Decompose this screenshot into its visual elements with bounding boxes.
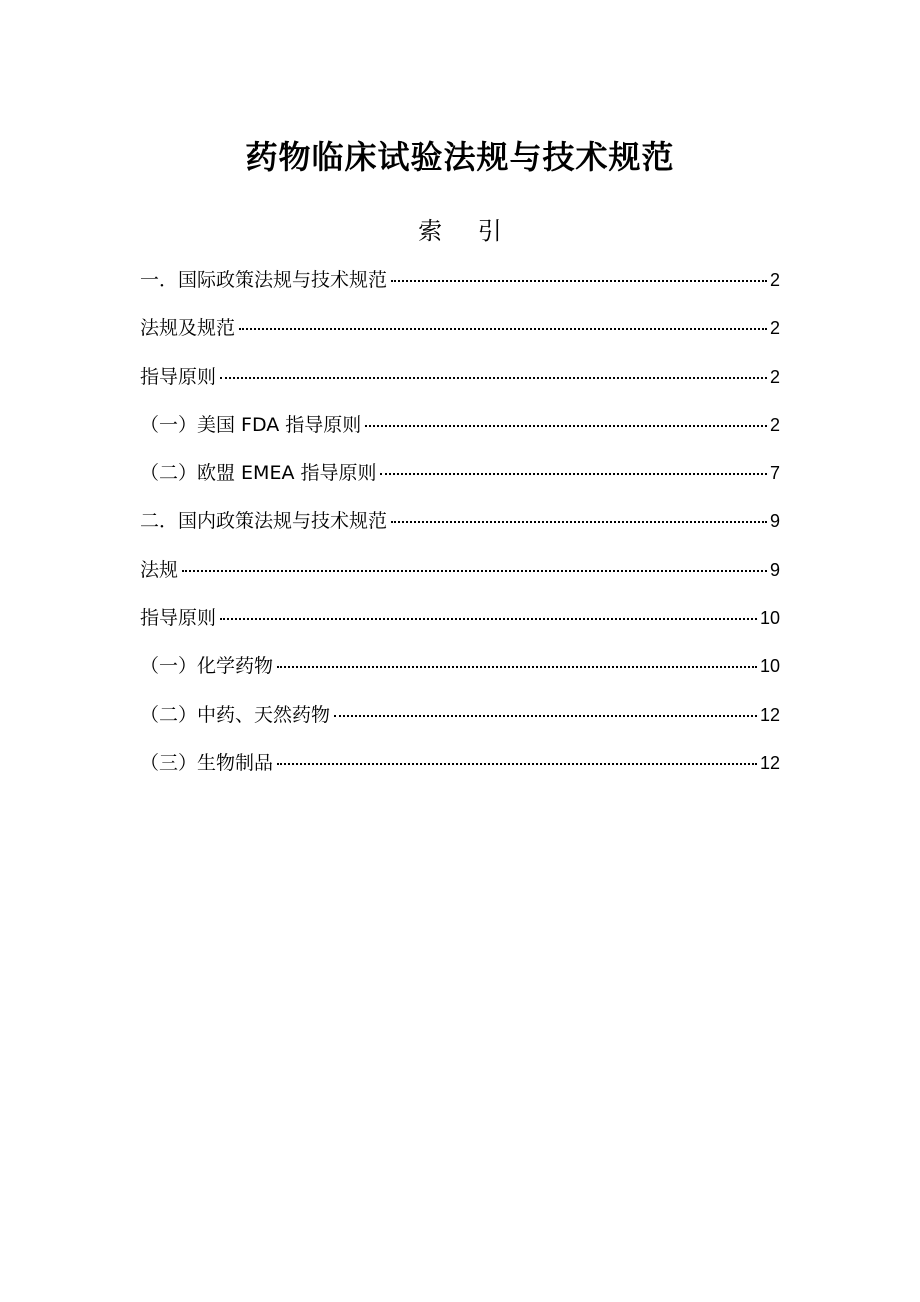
toc-dot-leader: [182, 570, 767, 572]
toc-entry-chemical-drugs[interactable]: [140, 648, 780, 696]
toc-entry-eu-emea-guidelines[interactable]: [140, 455, 780, 503]
toc-entry-us-fda-guidelines[interactable]: [140, 407, 780, 455]
toc-entry-label: 二．国内政策法规与技术规范: [140, 510, 388, 533]
toc-dot-leader: [391, 521, 767, 523]
toc-dot-leader: [334, 715, 757, 717]
toc-entry-page: 10: [759, 656, 780, 677]
toc-entry-page: 10: [759, 608, 780, 629]
toc-dot-leader: [277, 666, 757, 668]
toc-entry-label: 法规及规范: [140, 317, 236, 340]
toc-entry-label: （二）欧盟 EMEA 指导原则: [140, 462, 377, 485]
toc-entry-guidelines-international[interactable]: [140, 359, 780, 407]
toc-entry-page: 9: [769, 511, 780, 532]
toc-entry-page: 12: [759, 704, 780, 725]
toc-entry-label: 指导原则: [140, 607, 217, 630]
toc-dot-leader: [239, 328, 767, 330]
toc-entry-guidelines-domestic[interactable]: [140, 600, 780, 648]
toc-entry-domestic-policy[interactable]: [140, 503, 780, 551]
toc-entry-regulations-and-norms[interactable]: [140, 310, 780, 358]
toc-dot-leader: [220, 618, 757, 620]
toc-entry-label: （三）生物制品: [140, 751, 274, 774]
toc-entry-page: 12: [759, 752, 780, 773]
toc-entry-regulations[interactable]: [140, 552, 780, 600]
toc-dot-leader: [220, 377, 767, 379]
toc-entry-label: 指导原则: [140, 365, 217, 388]
toc-entry-page: 2: [769, 318, 780, 339]
toc-entry-page: 2: [769, 366, 780, 387]
document-title: 药物临床试验法规与技术规范: [245, 138, 675, 177]
toc-entry-tcm-natural-drugs[interactable]: [140, 697, 780, 745]
toc-entry-page: 2: [769, 270, 780, 290]
toc-entry-label: （一）美国 FDA 指导原则: [140, 413, 362, 436]
toc-heading: 索 引: [418, 217, 516, 245]
toc-dot-leader: [380, 473, 767, 475]
toc-entry-label: 法规: [140, 558, 179, 581]
toc-entry-page: 9: [769, 559, 780, 580]
toc-dot-leader: [277, 763, 757, 765]
toc-entry-label: （二）中药、天然药物: [140, 703, 331, 726]
toc-entry-international-policy[interactable]: [140, 262, 780, 310]
toc-entry-label: （一）化学药物: [140, 655, 274, 678]
toc-entry-label: 一．国际政策法规与技术规范: [140, 269, 388, 291]
toc-entry-page: 7: [769, 463, 780, 484]
toc-entry-biological-products[interactable]: [140, 745, 780, 793]
toc-dot-leader: [391, 280, 767, 282]
toc-entry-page: 2: [769, 414, 780, 435]
table-of-contents: [140, 262, 780, 793]
toc-dot-leader: [365, 425, 767, 427]
